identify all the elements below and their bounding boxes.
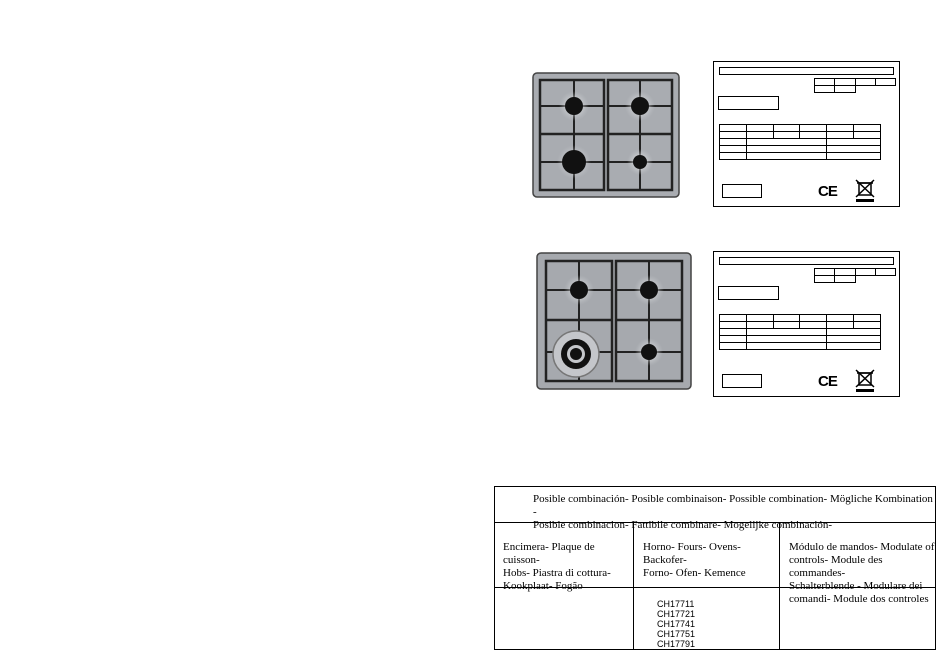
plate-small-grid [814,268,896,283]
combination-title-line-2: Posible combinacion- Fattibile combinare- Mogelijke combinación- [533,519,833,531]
combination-title [495,487,935,531]
rating-plate-1 [713,61,900,207]
plate-header-bar [719,67,894,75]
hob-image-1 [532,72,680,198]
rating-plate-2 [713,251,900,397]
plate-serial-box [722,184,762,198]
column-divider [633,523,634,649]
oven-model-code: CH17721 [657,609,696,619]
plate-model-box [718,96,779,110]
plate-header-bar [719,257,894,265]
hobs-column-header: Encimera- Plaque de cuisson- Hobs- Piastra di cottura- Kookplaat- Fogão [503,541,611,592]
plate-data-table [719,314,881,350]
plate-serial-box [722,374,762,388]
plate-model-box [718,286,779,300]
combination-title-line-1: Posible combinación- Posible combinaison- Possible combination- Mögliche Kombination - [533,493,933,518]
hob-image-2 [536,252,692,390]
oven-model-list [657,599,695,649]
oven-model-code: CH17791 [657,639,696,649]
oven-model-code: CH17711 [657,599,695,609]
ovens-column-header: Horno- Fours- Ovens- Backofer- Forno- Ofen- Kemence [643,541,746,579]
plate-data-table [719,124,881,160]
oven-model-code: CH17751 [657,629,696,639]
controls-column-header: Módulo de mandos- Modulate of controls- Module des commandes- Schalterblende - Modulare dei comandi- Module dos controles [789,541,935,605]
combination-table [494,486,936,650]
ce-mark: CE [818,373,837,390]
crossed-out-bin-icon [854,178,876,202]
plate-small-grid [814,78,896,93]
crossed-out-bin-icon [854,368,876,392]
column-divider [779,523,780,649]
ce-mark: CE [818,183,837,200]
oven-model-code: CH17741 [657,619,696,629]
